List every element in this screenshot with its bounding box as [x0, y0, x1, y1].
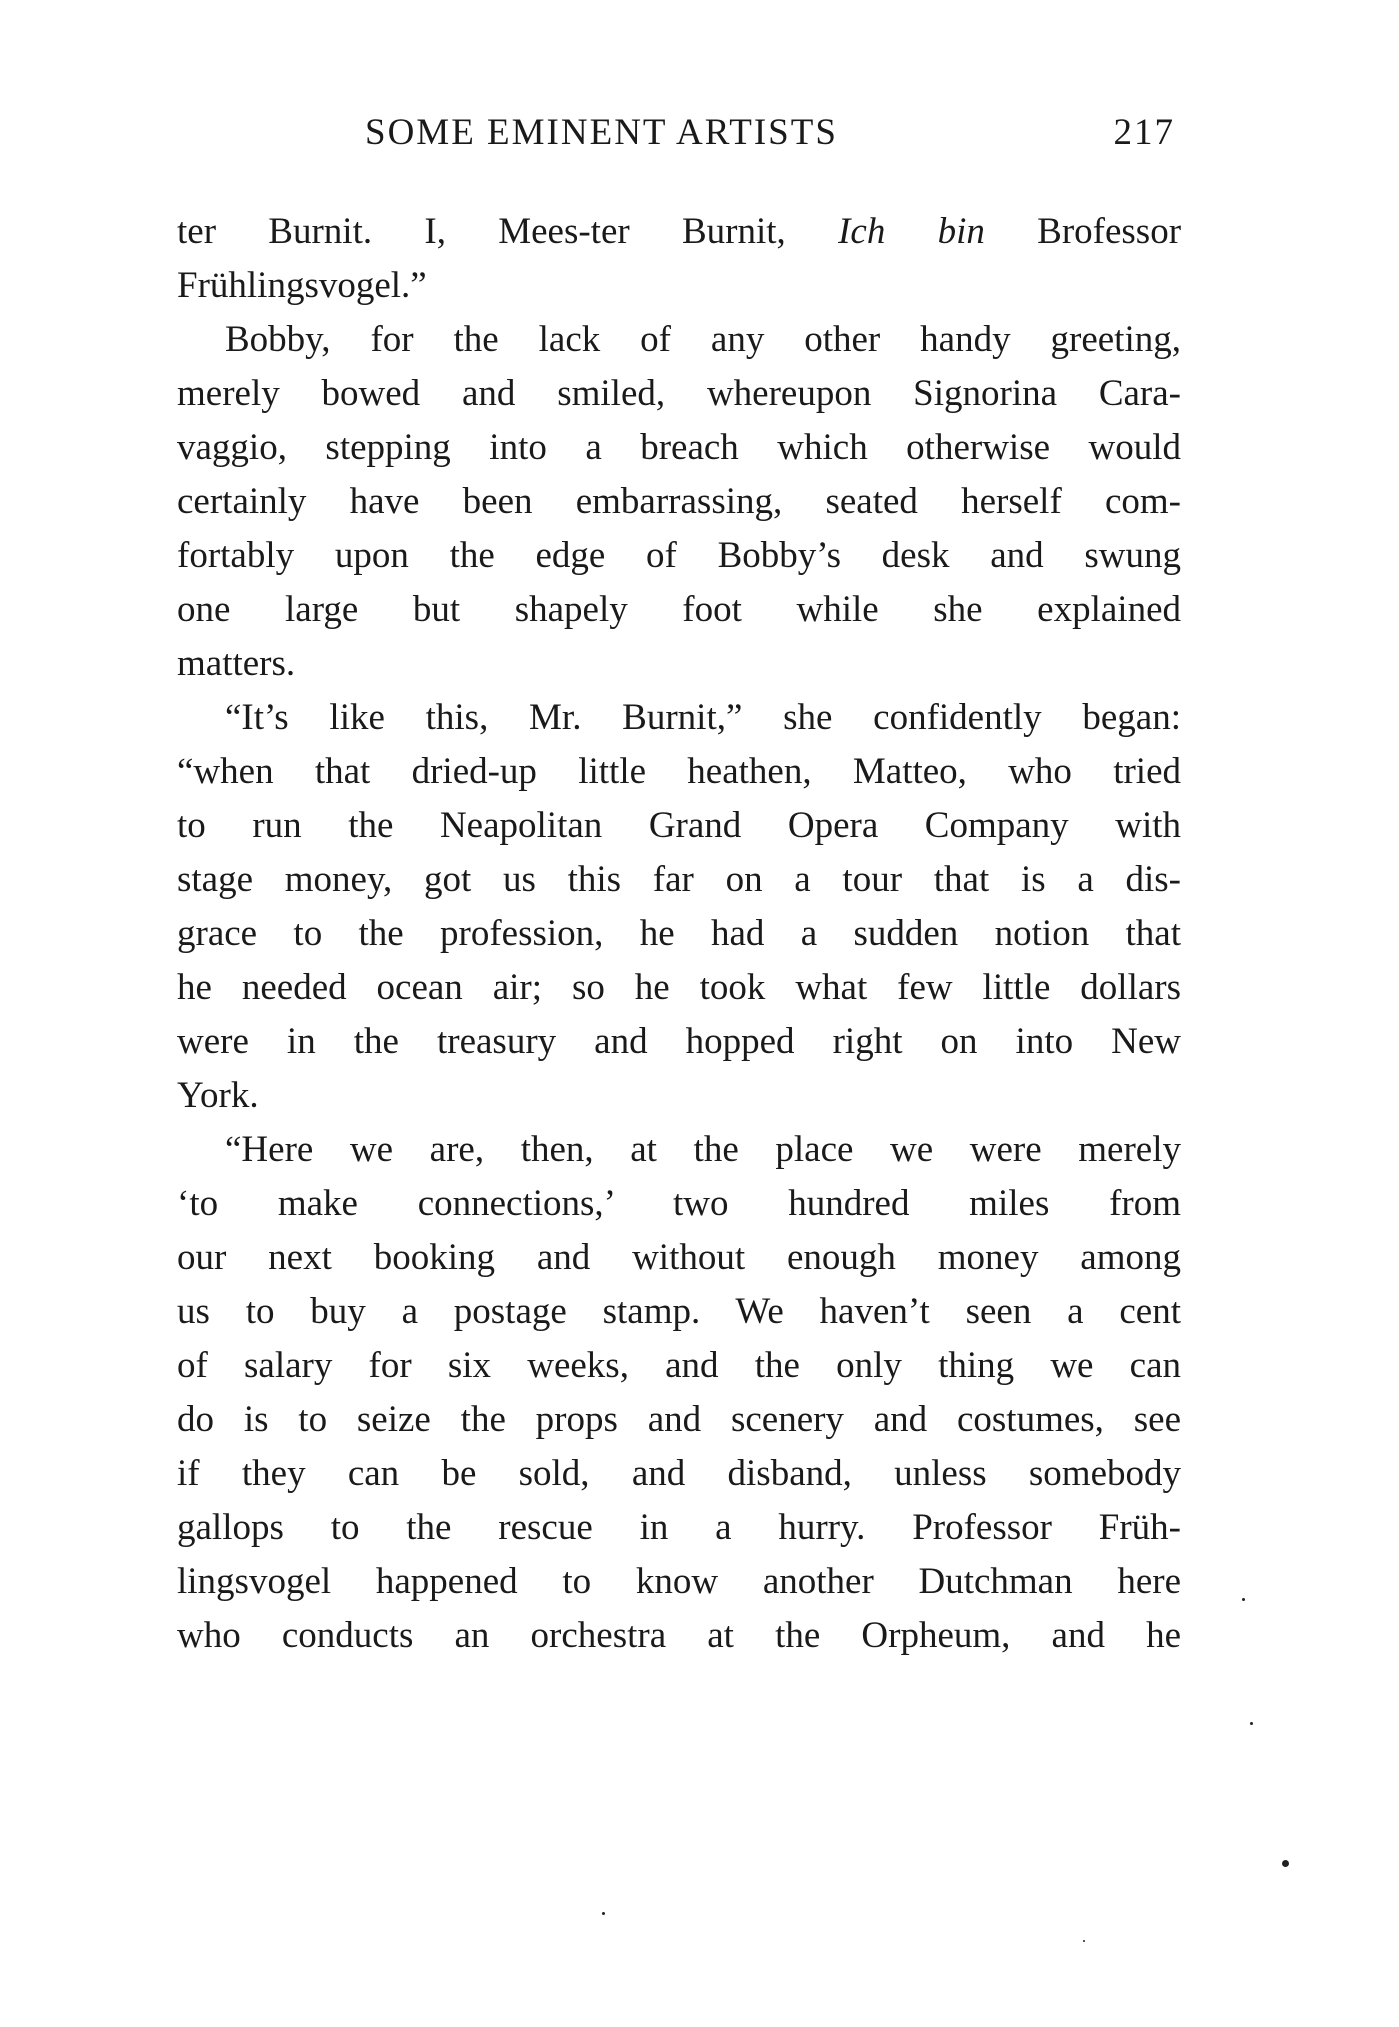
text-line: do is to seize the props and scenery and costumes, see [177, 1399, 1181, 1440]
text-line: who conducts an orchestra at the Orpheum, and he [177, 1615, 1181, 1656]
text-line: fortably upon the edge of Bobby’s desk and swung [177, 535, 1181, 576]
paragraph [177, 313, 1181, 691]
text-line: were in the treasury and hopped right on into New [177, 1021, 1181, 1062]
italic-phrase: Ich bin [838, 211, 985, 252]
text-line: York. [177, 1075, 259, 1116]
text-line: lingsvogel happened to know another Dutchman here [177, 1561, 1181, 1602]
page-number: 217 [1113, 112, 1175, 153]
text-line: gallops to the rescue in a hurry. Professor Früh- [177, 1507, 1181, 1548]
print-speck [1083, 1940, 1085, 1942]
text-line: vaggio, stepping into a breach which otherwise would [177, 427, 1181, 468]
text-segment: ter Burnit. I, Mees-ter Burnit, [177, 211, 786, 252]
text-line: us to buy a postage stamp. We haven’t seen a cent [177, 1291, 1181, 1332]
paragraph [177, 1123, 1181, 1663]
paragraph [177, 691, 1181, 1123]
text-line: to run the Neapolitan Grand Opera Company with [177, 805, 1181, 846]
text-line: ‘to make connections,’ two hundred miles from [177, 1183, 1181, 1224]
body-text [177, 205, 1181, 1663]
text-line: matters. [177, 643, 296, 684]
text-line: Bobby, for the lack of any other handy greeting, [225, 319, 1181, 360]
text-line: merely bowed and smiled, whereupon Signorina Cara- [177, 373, 1181, 414]
text-line: “It’s like this, Mr. Burnit,” she confidently began: [225, 697, 1181, 738]
text-line: he needed ocean air; so he took what few little dollars [177, 967, 1181, 1008]
text-line: our next booking and without enough money among [177, 1237, 1181, 1278]
print-speck [1250, 1722, 1253, 1725]
print-speck [1282, 1860, 1289, 1867]
text-line: stage money, got us this far on a tour that is a dis- [177, 859, 1181, 900]
text-line [177, 205, 1181, 259]
text-line: of salary for six weeks, and the only thing we can [177, 1345, 1181, 1386]
text-line: if they can be sold, and disband, unless somebody [177, 1453, 1181, 1494]
print-speck [602, 1912, 605, 1915]
text-line: grace to the profession, he had a sudden notion that [177, 913, 1181, 954]
running-head [365, 108, 1175, 158]
text-line: “Here we are, then, at the place we were merely [225, 1129, 1181, 1170]
paragraph-continuation [177, 205, 1181, 313]
print-speck [1242, 1598, 1245, 1601]
running-title: SOME EMINENT ARTISTS [365, 112, 838, 153]
text-line: one large but shapely foot while she explained [177, 589, 1181, 630]
text-line: certainly have been embarrassing, seated herself com- [177, 481, 1181, 522]
text-line: Frühlingsvogel.” [177, 265, 427, 306]
text-segment: Brofessor [1037, 211, 1182, 252]
text-line: “when that dried-up little heathen, Matteo, who tried [177, 751, 1181, 792]
